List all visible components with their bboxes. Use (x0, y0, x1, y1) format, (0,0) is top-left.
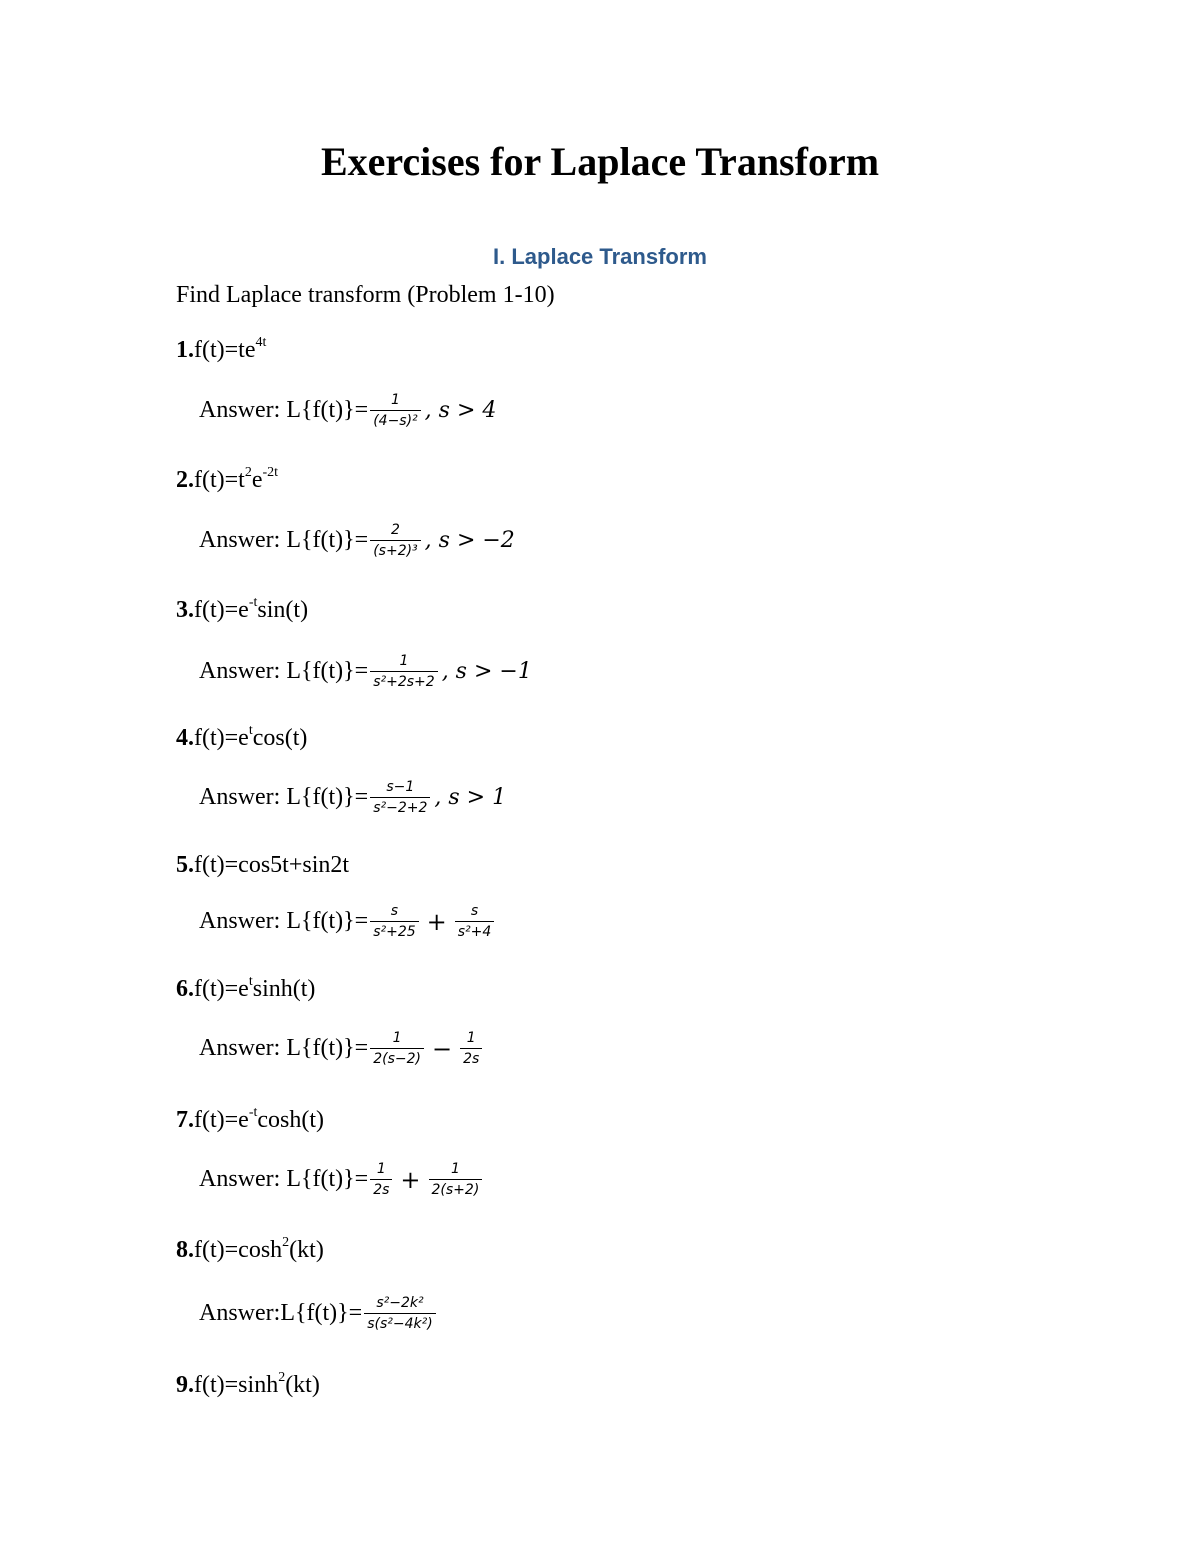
answer-3 (199, 653, 532, 690)
problem-6 (176, 976, 315, 1003)
fraction-numerator: s (470, 903, 479, 919)
fraction-numerator: 1 (390, 392, 400, 408)
operator: − (431, 1034, 453, 1063)
problem-exponent: -t (248, 595, 258, 610)
page-title: Exercises for Laplace Transform (320, 139, 880, 184)
problem-function-tail: cosh(t) (257, 1107, 325, 1133)
answer-5 (199, 903, 496, 940)
problem-exponent-2: -2t (262, 465, 279, 480)
answer-label: Answer: L{f(t)}= (199, 908, 369, 935)
answer-fraction (370, 392, 420, 429)
answer-2 (199, 522, 515, 559)
problem-5 (176, 852, 349, 879)
problem-function-tail: sinh(t) (252, 976, 316, 1002)
problem-function: f(t)=t (194, 467, 245, 493)
answer-7 (199, 1161, 484, 1198)
fraction-numerator: 1 (392, 1030, 402, 1046)
answer-condition: , s > 4 (424, 398, 497, 424)
answer-label: Answer: L{f(t)}= (199, 658, 369, 685)
answer-fraction (370, 1161, 392, 1198)
problem-function: f(t)=e (194, 1107, 249, 1133)
problem-1 (176, 337, 266, 364)
section-heading: I. Laplace Transform (493, 244, 707, 269)
problem-number: 9. (176, 1372, 194, 1398)
fraction-denominator: 2(s+2) (429, 1179, 483, 1198)
problem-function-tail: sin(t) (257, 597, 309, 623)
problem-function: f(t)=cos5t+sin2t (194, 852, 350, 878)
fraction-numerator: s²−2k² (376, 1295, 424, 1311)
problem-function: f(t)=cosh (194, 1237, 283, 1263)
problem-7 (176, 1107, 324, 1134)
fraction-numerator: s−1 (386, 779, 415, 795)
problem-number: 4. (176, 725, 194, 751)
problem-exponent: 2 (278, 1370, 286, 1385)
fraction-numerator: s (390, 903, 399, 919)
problem-function-tail: cos(t) (252, 725, 308, 751)
answer-fraction (370, 903, 418, 940)
problem-number: 3. (176, 597, 194, 623)
answer-fraction-2 (460, 1030, 482, 1067)
answer-8 (199, 1295, 438, 1332)
problem-number: 5. (176, 852, 194, 878)
answer-label: Answer: L{f(t)}= (199, 1035, 369, 1062)
problem-function-tail: (kt) (285, 1372, 320, 1398)
problem-exponent: t (248, 723, 253, 738)
fraction-numerator: 2 (390, 522, 400, 538)
answer-condition: , s > 1 (434, 785, 507, 811)
answer-condition: , s > −2 (424, 528, 515, 554)
problem-number: 2. (176, 467, 194, 493)
problem-4 (176, 725, 307, 752)
problem-function: f(t)=e (194, 976, 249, 1002)
problem-8 (176, 1237, 324, 1264)
answer-label: Answer: L{f(t)}= (199, 784, 369, 811)
fraction-denominator: s²+4 (455, 921, 495, 940)
answer-6 (199, 1030, 484, 1067)
fraction-denominator: 2s (370, 1179, 392, 1198)
problem-number: 6. (176, 976, 194, 1002)
fraction-denominator: s²+2s+2 (370, 671, 437, 690)
answer-label: Answer:L{f(t)}= (199, 1300, 363, 1327)
problem-exponent: -t (248, 1105, 258, 1120)
problem-exponent: 2 (282, 1235, 290, 1250)
fraction-numerator: 1 (376, 1161, 386, 1177)
problem-function: f(t)=sinh (194, 1372, 279, 1398)
fraction-denominator: (4−s)² (370, 410, 420, 429)
answer-label: Answer: L{f(t)}= (199, 397, 369, 424)
answer-fraction-2 (429, 1161, 483, 1198)
problem-function: f(t)=e (194, 597, 249, 623)
answer-condition: , s > −1 (441, 659, 532, 685)
problem-function: f(t)=te (194, 337, 256, 363)
problem-function: f(t)=e (194, 725, 249, 751)
fraction-numerator: 1 (450, 1161, 460, 1177)
fraction-denominator: 2(s−2) (370, 1048, 424, 1067)
problem-2 (176, 467, 278, 494)
problem-exponent: 2 (244, 465, 252, 480)
answer-fraction (370, 1030, 424, 1067)
answer-fraction-2 (455, 903, 495, 940)
answer-1 (199, 392, 496, 429)
problem-number: 1. (176, 337, 194, 363)
fraction-denominator: 2s (460, 1048, 482, 1067)
fraction-denominator: s²−2+2 (370, 797, 430, 816)
fraction-denominator: s²+25 (370, 921, 418, 940)
intro-text: Find Laplace transform (Problem 1-10) (176, 282, 555, 308)
fraction-denominator: s(s²−4k²) (364, 1313, 435, 1332)
problem-exponent: t (248, 974, 253, 989)
answer-label: Answer: L{f(t)}= (199, 1166, 369, 1193)
problem-3 (176, 597, 308, 624)
fraction-numerator: 1 (466, 1030, 476, 1046)
answer-fraction (370, 522, 420, 559)
fraction-numerator: 1 (399, 653, 409, 669)
problem-function-tail: (kt) (289, 1237, 324, 1263)
answer-4 (199, 779, 506, 816)
operator: + (400, 1165, 421, 1194)
problem-function-part: e (251, 467, 263, 493)
fraction-denominator: (s+2)³ (370, 540, 420, 559)
answer-fraction (370, 653, 437, 690)
problem-9 (176, 1372, 320, 1399)
problem-number: 8. (176, 1237, 194, 1263)
answer-label: Answer: L{f(t)}= (199, 527, 369, 554)
operator: + (426, 907, 447, 936)
problem-number: 7. (176, 1107, 194, 1133)
answer-fraction (370, 779, 430, 816)
answer-fraction (364, 1295, 435, 1332)
problem-exponent: 4t (255, 335, 267, 350)
